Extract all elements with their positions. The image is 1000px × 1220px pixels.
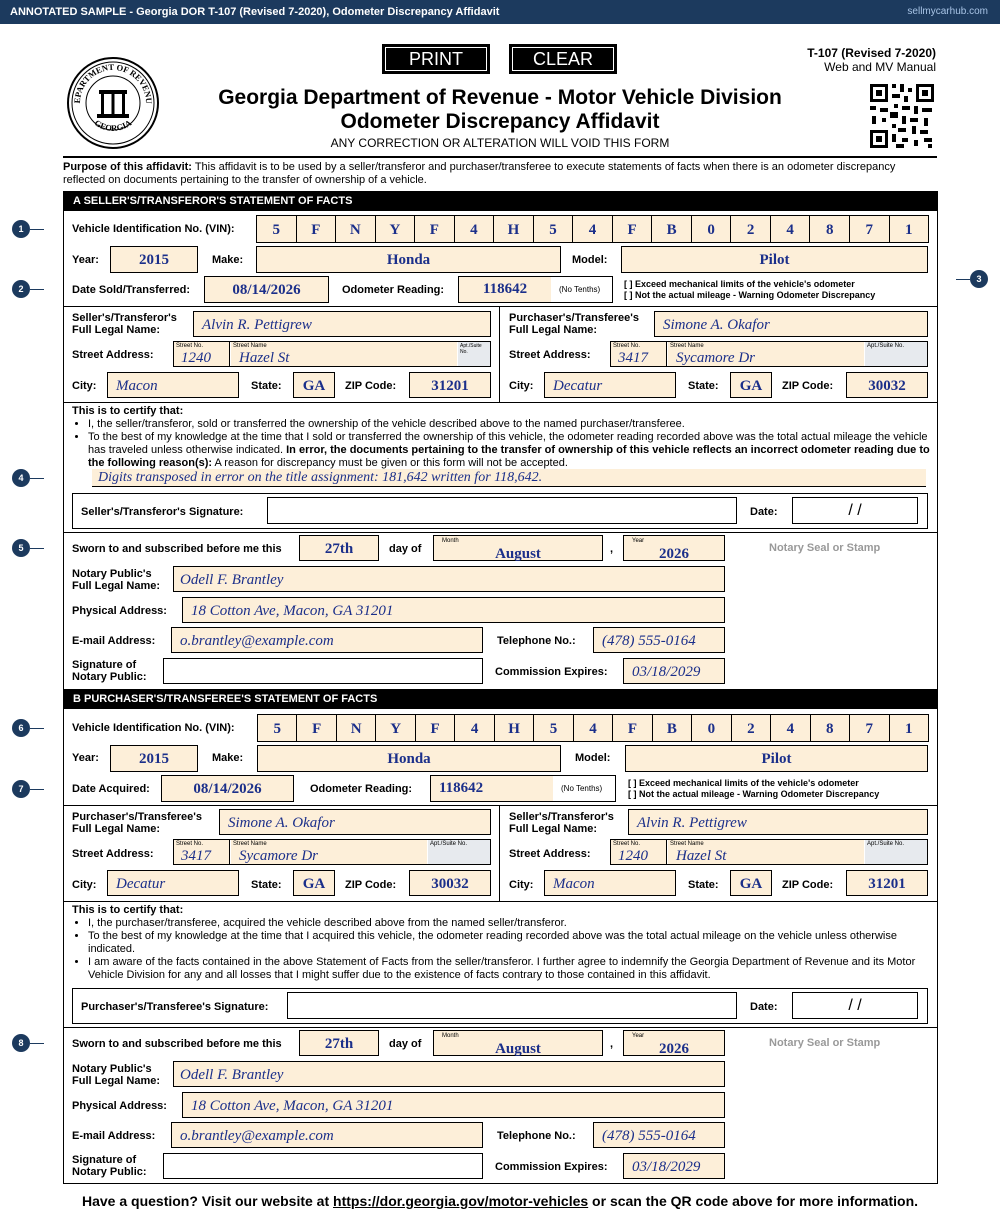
notary-name-label: Notary Public's Full Legal Name: [72, 1063, 161, 1087]
vin-char: 7 [850, 216, 890, 242]
notary-day-field[interactable]: 27th [299, 535, 379, 561]
commission-expires-label: Commission Expires: [495, 1161, 608, 1173]
notary-seal-area: Notary Seal or Stamp [769, 1037, 881, 1049]
notary-block-a [63, 532, 938, 688]
seller-name-field[interactable]: Alvin R. Pettigrew [628, 809, 928, 835]
vin-field-b[interactable] [257, 714, 929, 742]
state-field[interactable]: GA [730, 870, 772, 896]
notary-phone-label: Telephone No.: [497, 1130, 576, 1142]
notary-year-field[interactable]: Year 2026 [623, 1030, 725, 1056]
notary-day-field[interactable]: 27th [299, 1030, 379, 1056]
certify-heading: This is to certify that: [72, 904, 184, 916]
notary-month-field[interactable]: Month August [433, 535, 603, 561]
zip-label: ZIP Code: [782, 879, 834, 891]
street-name-value: Hazel St [239, 350, 290, 366]
vin-char: 4 [455, 715, 494, 741]
notary-email-field[interactable]: o.brantley@example.com [171, 1122, 483, 1148]
apt-cell: Apt./Suite No. [865, 342, 927, 366]
street-address-field[interactable] [610, 341, 928, 367]
marker-line [30, 478, 44, 479]
vin-char: 5 [258, 715, 297, 741]
name-label: Purchaser's/Transferee's Full Legal Name: [509, 312, 639, 336]
georgia-seal-icon [66, 56, 160, 150]
notary-year-value: 2026 [659, 1041, 689, 1057]
purchaser-certification [72, 904, 930, 982]
notary-seal-area: Notary Seal or Stamp [769, 542, 881, 554]
annotation-marker-1: 1 [12, 220, 30, 238]
void-warning: ANY CORRECTION OR ALTERATION WILL VOID THIS FORM [330, 136, 670, 150]
exceed-limits-checkbox[interactable]: [ ] Exceed mechanical limits of the vehicle's odometer [628, 778, 859, 788]
name-label: Seller's/Transferor's Full Legal Name: [509, 811, 614, 835]
city-field[interactable]: Decatur [107, 870, 239, 896]
zip-field[interactable]: 30032 [409, 870, 491, 896]
street-address-field[interactable] [173, 341, 491, 367]
notary-address-field[interactable]: 18 Cotton Ave, Macon, GA 31201 [182, 1092, 725, 1118]
city-label: City: [72, 879, 97, 891]
purchaser-signature-field[interactable] [287, 992, 737, 1019]
model-field[interactable]: Pilot [625, 745, 928, 772]
discrepancy-reason-field[interactable] [92, 469, 926, 487]
vin-char: Y [376, 715, 415, 741]
notary-address-label: Physical Address: [72, 605, 167, 617]
notary-address-label: Physical Address: [72, 1100, 167, 1112]
clear-button[interactable]: CLEAR [509, 44, 617, 74]
vin-char: N [337, 715, 376, 741]
discrepancy-reason-value: Digits transposed in error on the title assignment: 181,642 written for 118,642. [98, 470, 543, 485]
certify-bullet: • To the best of my knowledge at the time that I sold or transferred the ownership of this vehicle, the odometer reading recorded above was the total actual mileage the vehicle has traveled unless otherwise indicated. In error, the documents pertaining to the transfer of ownership of this vehicle reflects an incorrect odometer reading due to the following reason(s): A reason for discrepancy must be given or this form will not be accepted. [88, 431, 930, 470]
notary-month-value: August [495, 546, 541, 562]
svg-text:GEORGIA: GEORGIA [92, 117, 134, 134]
purchaser-signature-date-field[interactable]: / / [792, 992, 918, 1019]
notary-address-field[interactable]: 18 Cotton Ave, Macon, GA 31201 [182, 597, 725, 623]
annotation-marker-7: 7 [12, 780, 30, 798]
make-label: Make: [212, 752, 244, 764]
annotation-marker-3: 3 [970, 270, 988, 288]
city-label: City: [72, 380, 97, 392]
vin-char: 0 [692, 715, 731, 741]
year-label: Year: [72, 254, 99, 266]
form-number: T-107 (Revised 7-2020) [807, 46, 936, 60]
vin-char: H [494, 216, 534, 242]
vin-char: F [416, 715, 455, 741]
make-field[interactable]: Honda [257, 745, 561, 772]
street-no-cell: Street No. 1240 [174, 342, 230, 366]
street-no-cell: Street No. 1240 [611, 840, 667, 864]
odometer-value: 118642 [459, 277, 551, 302]
banner-site-link[interactable]: sellmycarhub.com [907, 6, 988, 17]
svg-text:DEPARTMENT OF REVENUE: EPARTMENT OF REVENU [71, 61, 155, 105]
street-name-cell: Street Name Sycamore Dr [668, 342, 864, 366]
commission-expires-label: Commission Expires: [495, 666, 608, 678]
notary-signature-field[interactable] [163, 658, 483, 684]
no-tenths-note: (No Tenths) [561, 784, 603, 793]
make-label: Make: [212, 254, 244, 266]
sworn-label: Sworn to and subscribed before me this [72, 543, 282, 555]
notary-year-value: 2026 [659, 546, 689, 562]
notary-signature-field[interactable] [163, 1153, 483, 1179]
notary-phone-field[interactable]: (478) 555-0164 [593, 627, 725, 653]
vin-char: B [653, 715, 692, 741]
city-field[interactable]: Macon [107, 372, 239, 398]
zip-label: ZIP Code: [345, 380, 397, 392]
vin-label: Vehicle Identification No. (VIN): [72, 223, 235, 235]
seller-signature-date-field[interactable]: / / [792, 497, 918, 524]
name-label: Seller's/Transferor's Full Legal Name: [72, 312, 177, 336]
annotation-marker-6: 6 [12, 719, 30, 737]
marker-line [30, 289, 44, 290]
notary-email-label: E-mail Address: [72, 1130, 156, 1142]
name-label: Purchaser's/Transferee's Full Legal Name: [72, 811, 202, 835]
section-a-heading: A SELLER'S/TRANSFEROR'S STATEMENT OF FACTS [63, 191, 938, 211]
vin-char: N [336, 216, 376, 242]
seller-party-block-a [63, 306, 499, 402]
notary-name-field[interactable]: Odell F. Brantley [173, 566, 725, 592]
state-label: State: [251, 380, 282, 392]
model-label: Model: [572, 254, 608, 266]
commission-expires-field[interactable]: 03/18/2029 [623, 658, 725, 684]
street-no-value: 1240 [181, 350, 211, 366]
vin-char: 8 [811, 715, 850, 741]
vin-char: 1 [904, 721, 913, 737]
vin-char: B [652, 216, 692, 242]
date-label: Date: [750, 1001, 778, 1013]
footer-link[interactable]: https://dor.georgia.gov/motor-vehicles [333, 1193, 589, 1209]
vin-char: 2 [731, 216, 771, 242]
vin-char: 5 [534, 216, 574, 242]
model-field[interactable]: Pilot [621, 246, 928, 273]
street-no-cell: Street No. 3417 [174, 840, 230, 864]
footer-text: Have a question? Visit our website at [81, 1193, 334, 1209]
notary-name-field[interactable]: Odell F. Brantley [173, 1061, 725, 1087]
state-field[interactable]: GA [293, 870, 335, 896]
vin-char: 4 [573, 216, 613, 242]
vin-char: 4 [771, 216, 811, 242]
vin-char: 4 [574, 715, 613, 741]
marker-line [30, 789, 44, 790]
city-field[interactable]: Decatur [544, 372, 676, 398]
section-b-heading: B PURCHASER'S/TRANSFEREE'S STATEMENT OF FACTS [63, 689, 938, 709]
street-name-value: Sycamore Dr [676, 350, 756, 366]
vin-char: 5 [534, 715, 573, 741]
vin-field-a[interactable] [256, 215, 929, 243]
certify-bullet: • I, the purchaser/transferee, acquired the vehicle described above from the named seller/transferor. [88, 917, 930, 930]
sworn-label: Sworn to and subscribed before me this [72, 1038, 282, 1050]
signature-label: Seller's/Transferor's Signature: [81, 506, 244, 518]
street-label: Street Address: [509, 349, 591, 361]
apt-cell: Apt./Suite No. [428, 840, 490, 864]
footer-text-end: or scan the QR code above for more information. [588, 1193, 919, 1209]
apt-cell: Apt./Suite No. [865, 840, 927, 864]
vin-char: F [415, 216, 455, 242]
annotation-marker-8: 8 [12, 1034, 30, 1052]
annotation-marker-5: 5 [12, 539, 30, 557]
seller-name-field[interactable]: Alvin R. Pettigrew [193, 311, 491, 337]
purpose-text [63, 161, 937, 187]
annotation-marker-2: 2 [12, 280, 30, 298]
state-label: State: [688, 879, 719, 891]
vin-char: 8 [810, 216, 850, 242]
street-name-cell: Street Name Sycamore Dr [231, 840, 427, 864]
zip-field[interactable]: 30032 [846, 372, 928, 398]
vin-char: F [613, 715, 652, 741]
certify-bullet: • I, the seller/transferor, sold or transferred the ownership of the vehicle described above to the named purchaser/transferee. [88, 418, 930, 431]
street-no-value: 3417 [618, 350, 648, 366]
purchaser-party-block-b [63, 805, 499, 901]
divider [63, 402, 938, 403]
purpose-body: This affidavit is to be used by a seller/transferor and purchaser/transferee to execute statements of facts when there is an odometer discrepancy reflected on documents pertaining to the transfer of ownership of a vehicle. [63, 161, 896, 186]
vin-char: 4 [455, 216, 495, 242]
year-field[interactable]: 2015 [110, 745, 198, 772]
vin-char: Y [376, 216, 416, 242]
qr-code-icon [868, 82, 936, 150]
certify-heading: This is to certify that: [72, 405, 184, 417]
notary-month-value: August [495, 1041, 541, 1057]
not-actual-mileage-checkbox[interactable]: [ ] Not the actual mileage - Warning Odometer Discrepancy [628, 789, 880, 799]
notary-year-field[interactable]: Year 2026 [623, 535, 725, 561]
zip-label: ZIP Code: [345, 879, 397, 891]
apt-cell: Apt./Suite No. [458, 342, 490, 366]
vin-char: F [297, 216, 337, 242]
street-name-cell: Street Name Hazel St [231, 342, 457, 366]
vin-char: H [495, 715, 534, 741]
year-label: Year: [72, 752, 99, 764]
vin-char: 0 [692, 216, 732, 242]
notary-phone-field[interactable]: (478) 555-0164 [593, 1122, 725, 1148]
notary-email-label: E-mail Address: [72, 635, 156, 647]
vin-char: F [297, 715, 336, 741]
model-label: Model: [575, 752, 611, 764]
print-button[interactable]: PRINT [382, 44, 490, 74]
city-label: City: [509, 879, 534, 891]
vin-char: 5 [257, 216, 297, 242]
street-label: Street Address: [509, 848, 591, 860]
state-field[interactable]: GA [293, 372, 335, 398]
date-sold-label: Date Sold/Transferred: [72, 284, 190, 296]
notary-phone-label: Telephone No.: [497, 635, 576, 647]
street-name-value: Sycamore Dr [239, 848, 319, 864]
street-no-cell: Street No. 3417 [611, 342, 667, 366]
footer [0, 1193, 1000, 1209]
street-label: Street Address: [72, 848, 154, 860]
street-address-field[interactable] [610, 839, 928, 865]
marker-line [30, 1043, 44, 1044]
purpose-label: Purpose of this affidavit: [63, 161, 192, 173]
vin-char: 7 [850, 715, 889, 741]
form-manual: Web and MV Manual [824, 60, 936, 74]
seller-certification [72, 405, 930, 470]
signature-label: Purchaser's/Transferee's Signature: [81, 1001, 269, 1013]
vin-char: 1 [905, 222, 913, 238]
notary-name-label: Notary Public's Full Legal Name: [72, 568, 161, 592]
state-field[interactable]: GA [730, 372, 772, 398]
state-label: State: [251, 879, 282, 891]
vin-label: Vehicle Identification No. (VIN): [72, 722, 235, 734]
comma: , [610, 1038, 614, 1050]
notary-block-b [63, 1027, 938, 1183]
certify-bullet: • I am aware of the facts contained in the above Statement of Facts from the seller/transferor. I further agree to indemnify the Georgia Department of Revenue and its Motor Vehicle Division for any and all losses that I might suffer due to the existence of facts contrary to those contained in this affidavit. [88, 956, 930, 982]
marker-line [30, 548, 44, 549]
vin-char: 4 [771, 715, 810, 741]
form-title: Odometer Discrepancy Affidavit [340, 110, 660, 133]
street-name-cell: Street Name Hazel St [668, 840, 864, 864]
no-tenths-note: (No Tenths) [559, 285, 601, 294]
zip-field[interactable]: 31201 [846, 870, 928, 896]
notary-signature-label: Signature of Notary Public: [72, 1154, 147, 1178]
commission-expires-field[interactable]: 03/18/2029 [623, 1153, 725, 1179]
notary-email-field[interactable]: o.brantley@example.com [171, 627, 483, 653]
odometer-field[interactable] [458, 276, 613, 303]
vin-char: F [613, 216, 653, 242]
exceed-limits-checkbox[interactable]: [ ] Exceed mechanical limits of the vehicle's odometer [624, 279, 855, 289]
form-title-agency: Georgia Department of Revenue - Motor Vehicle Division [218, 86, 782, 109]
top-banner [0, 0, 1000, 24]
notary-month-field[interactable]: Month August [433, 1030, 603, 1056]
odometer-label: Odometer Reading: [342, 284, 445, 296]
divider [63, 901, 938, 902]
make-field[interactable]: Honda [256, 246, 561, 273]
comma: , [610, 543, 614, 555]
state-label: State: [688, 380, 719, 392]
zip-label: ZIP Code: [782, 380, 834, 392]
zip-field[interactable]: 31201 [409, 372, 491, 398]
street-no-value: 3417 [181, 848, 211, 864]
date-acquired-label: Date Acquired: [72, 783, 150, 795]
street-name-value: Hazel St [676, 848, 727, 864]
annotation-marker-4: 4 [12, 469, 30, 487]
purchaser-name-field[interactable]: Simone A. Okafor [219, 809, 491, 835]
seller-signature-field[interactable] [267, 497, 737, 524]
not-actual-mileage-checkbox[interactable]: [ ] Not the actual mileage - Warning Odometer Discrepancy [624, 290, 876, 300]
odometer-field[interactable] [430, 775, 616, 802]
day-of-label: day of [389, 543, 422, 555]
year-field[interactable]: 2015 [110, 246, 198, 273]
date-sold-field[interactable]: 08/14/2026 [204, 276, 329, 303]
street-label: Street Address: [72, 349, 154, 361]
street-address-field[interactable] [173, 839, 491, 865]
marker-line [30, 728, 44, 729]
odometer-value: 118642 [431, 776, 553, 801]
street-no-value: 1240 [618, 848, 648, 864]
marker-line [956, 279, 970, 280]
seller-party-block-b [500, 805, 938, 901]
banner-title: ANNOTATED SAMPLE - Georgia DOR T-107 (Revised 7-2020), Odometer Discrepancy Affidavit [10, 6, 500, 18]
date-label: Date: [750, 506, 778, 518]
day-of-label: day of [389, 1038, 422, 1050]
purchaser-party-block-a [500, 306, 938, 402]
certify-bullet: • To the best of my knowledge at the time that I acquired this vehicle, the odometer reading recorded above was the total actual mileage on the vehicle unless otherwise indicated. [88, 930, 930, 956]
header-divider [63, 156, 937, 158]
marker-line [30, 229, 44, 230]
purchaser-name-field[interactable]: Simone A. Okafor [654, 311, 928, 337]
vin-char: 2 [732, 715, 771, 741]
date-acquired-field[interactable]: 08/14/2026 [161, 775, 294, 802]
notary-signature-label: Signature of Notary Public: [72, 659, 147, 683]
city-field[interactable]: Macon [544, 870, 676, 896]
city-label: City: [509, 380, 534, 392]
odometer-label: Odometer Reading: [310, 783, 413, 795]
form-id [807, 46, 936, 74]
